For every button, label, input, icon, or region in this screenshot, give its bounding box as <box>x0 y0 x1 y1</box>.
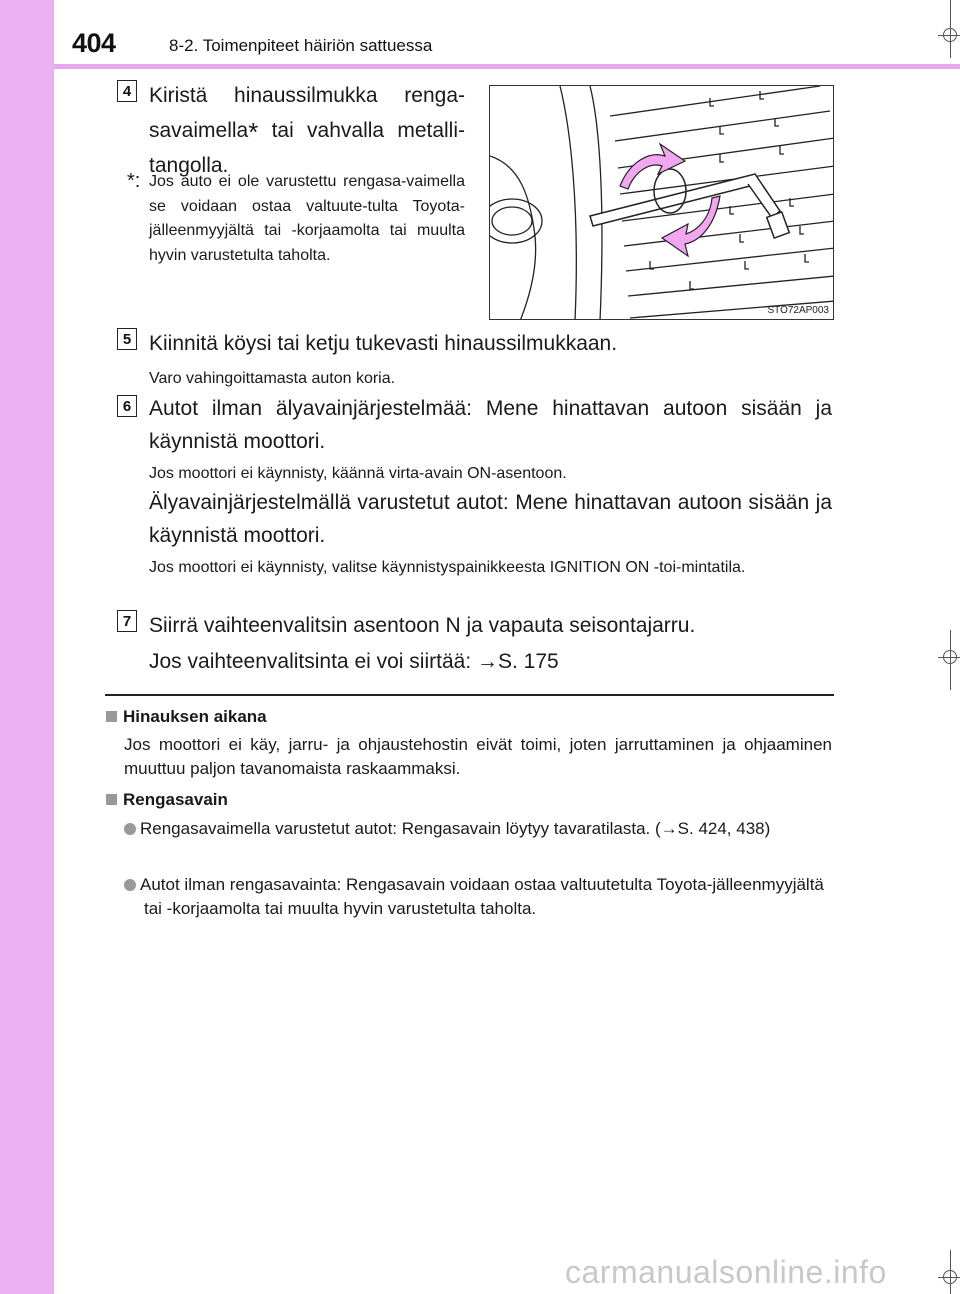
section-divider <box>105 694 834 696</box>
info-heading-towing <box>106 705 836 729</box>
heading-text: Hinauksen aikana <box>123 707 267 726</box>
step-4-line-2 <box>149 115 465 146</box>
step-badge-7: 7 <box>117 610 137 632</box>
circle-bullet-icon <box>124 879 136 891</box>
step-6-text-2: Älyavainjärjestelmällä varustetut autot: Mene hinattavan autoon sisään ja käynnistä moottori. <box>149 491 832 547</box>
section-title: 8-2. Toimenpiteet häiriön sattuessa <box>169 36 433 55</box>
tow-hook-illustration <box>489 85 834 320</box>
step-6-note-2: Jos moottori ei käynnisty, valitse käynnistyspainikkeesta IGNITION ON -toi-mintatila. <box>149 559 746 576</box>
step-4-text <box>149 80 465 181</box>
info-heading-wrench <box>106 788 836 812</box>
info-bullet-2 <box>124 873 836 921</box>
page-number: 404 <box>72 28 116 58</box>
figure-code: STO72AP003 <box>767 305 829 316</box>
crop-circle <box>943 650 957 664</box>
side-band <box>0 0 54 1294</box>
step-4-line-2b: tai vahvalla metalli- <box>258 119 465 142</box>
step-6-text: Autot ilman älyavainjärjestelmää: Mene hinattavan autoon sisään ja käynnistä moottori. <box>149 397 832 453</box>
step-5-note: Varo vahingoittamasta auton koria. <box>149 370 396 387</box>
bullet-text: Autot ilman rengasavainta: Rengasavain voidaan ostaa valtuutetulta Toyota-jälleenmyyjältä tai -korjaamolta tai muulta hyvin varustetulta taholta. <box>140 875 824 918</box>
step-7-text: Siirrä vaihteenvalitsin asentoon N ja vapauta seisontajarru. <box>149 614 696 637</box>
step-5-text: Kiinnitä köysi tai ketju tukevasti hinaussilmukkaan. <box>149 332 618 355</box>
crop-circle <box>943 28 957 42</box>
circle-bullet-icon <box>124 823 136 835</box>
asterisk-mark: * <box>248 117 259 147</box>
header-rule <box>54 64 960 69</box>
step-4-footnote: Jos auto ei ole varustettu rengasa-vaimella se voidaan ostaa valtuute-tulta Toyota-jälleenmyyjältä tai -korjaamolta tai muulta hyvin varustetulta taholta. <box>149 173 465 264</box>
info-bullet-1 <box>124 817 836 841</box>
step-4-line-2a: savaimella <box>149 119 249 142</box>
step-badge-5: 5 <box>117 328 137 350</box>
footnote-mark: *: <box>127 170 141 192</box>
step-badge-6: 6 <box>117 395 137 417</box>
step-badge-4: 4 <box>117 80 137 102</box>
bullet-text: Rengasavaimella varustetut autot: Rengasavain löytyy tavaratilasta. (→S. 424, 438) <box>140 819 771 838</box>
info-paragraph-towing: Jos moottori ei käy, jarru- ja ohjaustehostin eivät toimi, joten jarruttaminen ja ohjaaminen muuttuu paljon tavanomaista raskaammaksi. <box>124 735 832 778</box>
step-4-line-1: Kiristä hinaussilmukka renga- <box>149 84 465 107</box>
step-7-reference: Jos vaihteenvalitsinta ei voi siirtää: →S. 175 <box>149 650 559 673</box>
square-bullet-icon <box>106 794 117 805</box>
step-6-note: Jos moottori ei käynnisty, käännä virta-avain ON-asentoon. <box>149 465 567 482</box>
watermark: carmanualsonline.info <box>565 1254 887 1290</box>
step-4-line-3: tangolla. <box>149 154 229 177</box>
crop-circle <box>943 1270 957 1284</box>
heading-text: Rengasavain <box>123 790 228 809</box>
square-bullet-icon <box>106 711 117 722</box>
tow-hook-drawing <box>490 86 834 320</box>
